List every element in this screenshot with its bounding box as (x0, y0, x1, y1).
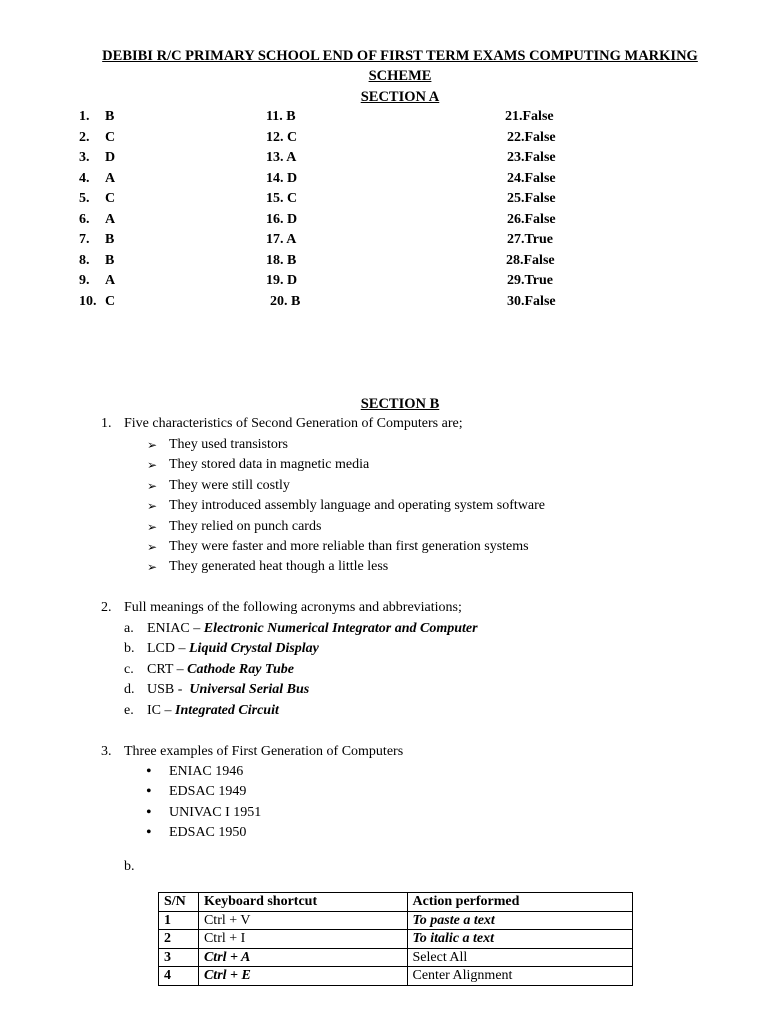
question-number: 2. (101, 600, 112, 615)
answer-item: 23.False (507, 150, 556, 165)
acronym-term: IC – (147, 703, 175, 718)
answer-item: 13. A (266, 150, 297, 165)
answer-number: 9. (79, 273, 90, 288)
arrow-bullet-icon: ➢ (147, 479, 158, 493)
round-bullet-icon: • (146, 763, 152, 780)
list-item: They stored data in magnetic media (169, 457, 370, 472)
answer-value: B (105, 109, 115, 124)
list-item: They introduced assembly language and operating system software (169, 498, 545, 513)
keyboard-shortcut-table (158, 892, 633, 986)
column-header: Keyboard shortcut (198, 893, 407, 912)
table-row (159, 930, 633, 949)
list-item: They used transistors (169, 437, 288, 452)
list-item: ENIAC 1946 (169, 764, 244, 779)
acronym-term: CRT – (147, 662, 188, 677)
answer-value: B (105, 232, 115, 247)
answer-item: 18. B (266, 253, 297, 268)
column-header: Action performed (407, 893, 633, 912)
table-cell-shortcut: Ctrl + A (198, 948, 407, 967)
table-row (159, 911, 633, 930)
question-number: 1. (101, 416, 112, 431)
list-item: EDSAC 1949 (169, 784, 247, 799)
list-item: They relied on punch cards (169, 519, 322, 534)
list-item: UNIVAC I 1951 (169, 805, 262, 820)
list-letter: d. (124, 682, 135, 697)
answer-item: 26.False (507, 212, 556, 227)
arrow-bullet-icon: ➢ (147, 520, 158, 534)
table-cell-shortcut: Ctrl + V (198, 911, 407, 930)
answer-item: 12. C (266, 130, 298, 145)
table-cell-action: To italic a text (407, 930, 633, 949)
sub-question-label: b. (124, 859, 135, 874)
acronym-meaning: Electronic Numerical Integrator and Computer (203, 621, 478, 636)
answer-value: A (105, 273, 116, 288)
answer-number: 7. (79, 232, 90, 247)
round-bullet-icon: • (146, 824, 152, 841)
answer-number: 10. (79, 294, 97, 309)
answer-value: C (105, 130, 116, 145)
answer-item: 20. B (270, 294, 301, 309)
acronym-item (147, 680, 309, 700)
answer-item: 17. A (266, 232, 297, 247)
list-letter: c. (124, 662, 134, 677)
list-item: They generated heat though a little less (169, 559, 389, 574)
question-text: Full meanings of the following acronyms and abbreviations; (124, 600, 462, 615)
table-cell-action: Select All (407, 948, 633, 967)
acronym-term: LCD – (147, 641, 189, 656)
answer-item: 21.False (505, 109, 554, 124)
answer-number: 5. (79, 191, 90, 206)
answer-value: B (105, 253, 115, 268)
answer-item: 14. D (266, 171, 298, 186)
list-item: They were faster and more reliable than first generation systems (169, 539, 529, 554)
answer-number: 6. (79, 212, 90, 227)
answer-item: 24.False (507, 171, 556, 186)
column-header: S/N (159, 893, 199, 912)
answer-item: 27.True (507, 232, 554, 247)
question-text: Five characteristics of Second Generation of Computers are; (124, 416, 463, 431)
acronym-item (147, 619, 478, 639)
acronym-meaning: Liquid Crystal Display (189, 641, 319, 656)
acronym-meaning: Integrated Circuit (175, 703, 279, 718)
table-cell-sn: 4 (159, 967, 199, 986)
arrow-bullet-icon: ➢ (147, 540, 158, 554)
section-a-heading: SECTION A (360, 89, 440, 105)
table-header-row (159, 893, 633, 912)
acronym-meaning: Cathode Ray Tube (187, 662, 294, 677)
answer-value: C (105, 294, 116, 309)
table-cell-shortcut: Ctrl + E (198, 967, 407, 986)
document-title-line2: SCHEME (368, 68, 432, 84)
answer-item: 30.False (507, 294, 556, 309)
list-letter: a. (124, 621, 134, 636)
acronym-term: USB - (147, 682, 190, 697)
acronym-item (147, 639, 319, 659)
answer-value: D (105, 150, 116, 165)
round-bullet-icon: • (146, 783, 152, 800)
table-cell-sn: 2 (159, 930, 199, 949)
acronym-term: ENIAC – (147, 621, 204, 636)
arrow-bullet-icon: ➢ (147, 560, 158, 574)
answer-item: 29.True (507, 273, 554, 288)
acronym-item (147, 701, 279, 721)
list-item: EDSAC 1950 (169, 825, 247, 840)
document-title-line1: DEBIBI R/C PRIMARY SCHOOL END OF FIRST TERM EXAMS COMPUTING MARKING (102, 48, 698, 64)
answer-item: 25.False (507, 191, 556, 206)
answer-number: 8. (79, 253, 90, 268)
acronym-item (147, 660, 294, 680)
table-cell-sn: 3 (159, 948, 199, 967)
list-letter: b. (124, 641, 135, 656)
table-cell-action: Center Alignment (407, 967, 633, 986)
answer-item: 19. D (266, 273, 298, 288)
question-text: Three examples of First Generation of Computers (124, 744, 404, 759)
answer-number: 2. (79, 130, 90, 145)
acronym-meaning: Universal Serial Bus (189, 682, 310, 697)
question-number: 3. (101, 744, 112, 759)
table-cell-sn: 1 (159, 911, 199, 930)
answer-item: 22.False (507, 130, 556, 145)
table-cell-shortcut: Ctrl + I (198, 930, 407, 949)
list-letter: e. (124, 703, 134, 718)
list-item: They were still costly (169, 478, 290, 493)
answer-item: 11. B (266, 109, 296, 124)
arrow-bullet-icon: ➢ (147, 499, 158, 513)
arrow-bullet-icon: ➢ (147, 458, 158, 472)
section-b-heading: SECTION B (360, 396, 440, 412)
answer-item: 28.False (506, 253, 555, 268)
answer-item: 16. D (266, 212, 298, 227)
answer-item: 15. C (266, 191, 298, 206)
answer-number: 1. (79, 109, 90, 124)
table-row (159, 967, 633, 986)
answer-value: A (105, 171, 116, 186)
answer-value: A (105, 212, 116, 227)
table-cell-action: To paste a text (407, 911, 633, 930)
round-bullet-icon: • (146, 804, 152, 821)
answer-value: C (105, 191, 116, 206)
answer-number: 4. (79, 171, 90, 186)
table-row (159, 948, 633, 967)
arrow-bullet-icon: ➢ (147, 438, 158, 452)
answer-number: 3. (79, 150, 90, 165)
